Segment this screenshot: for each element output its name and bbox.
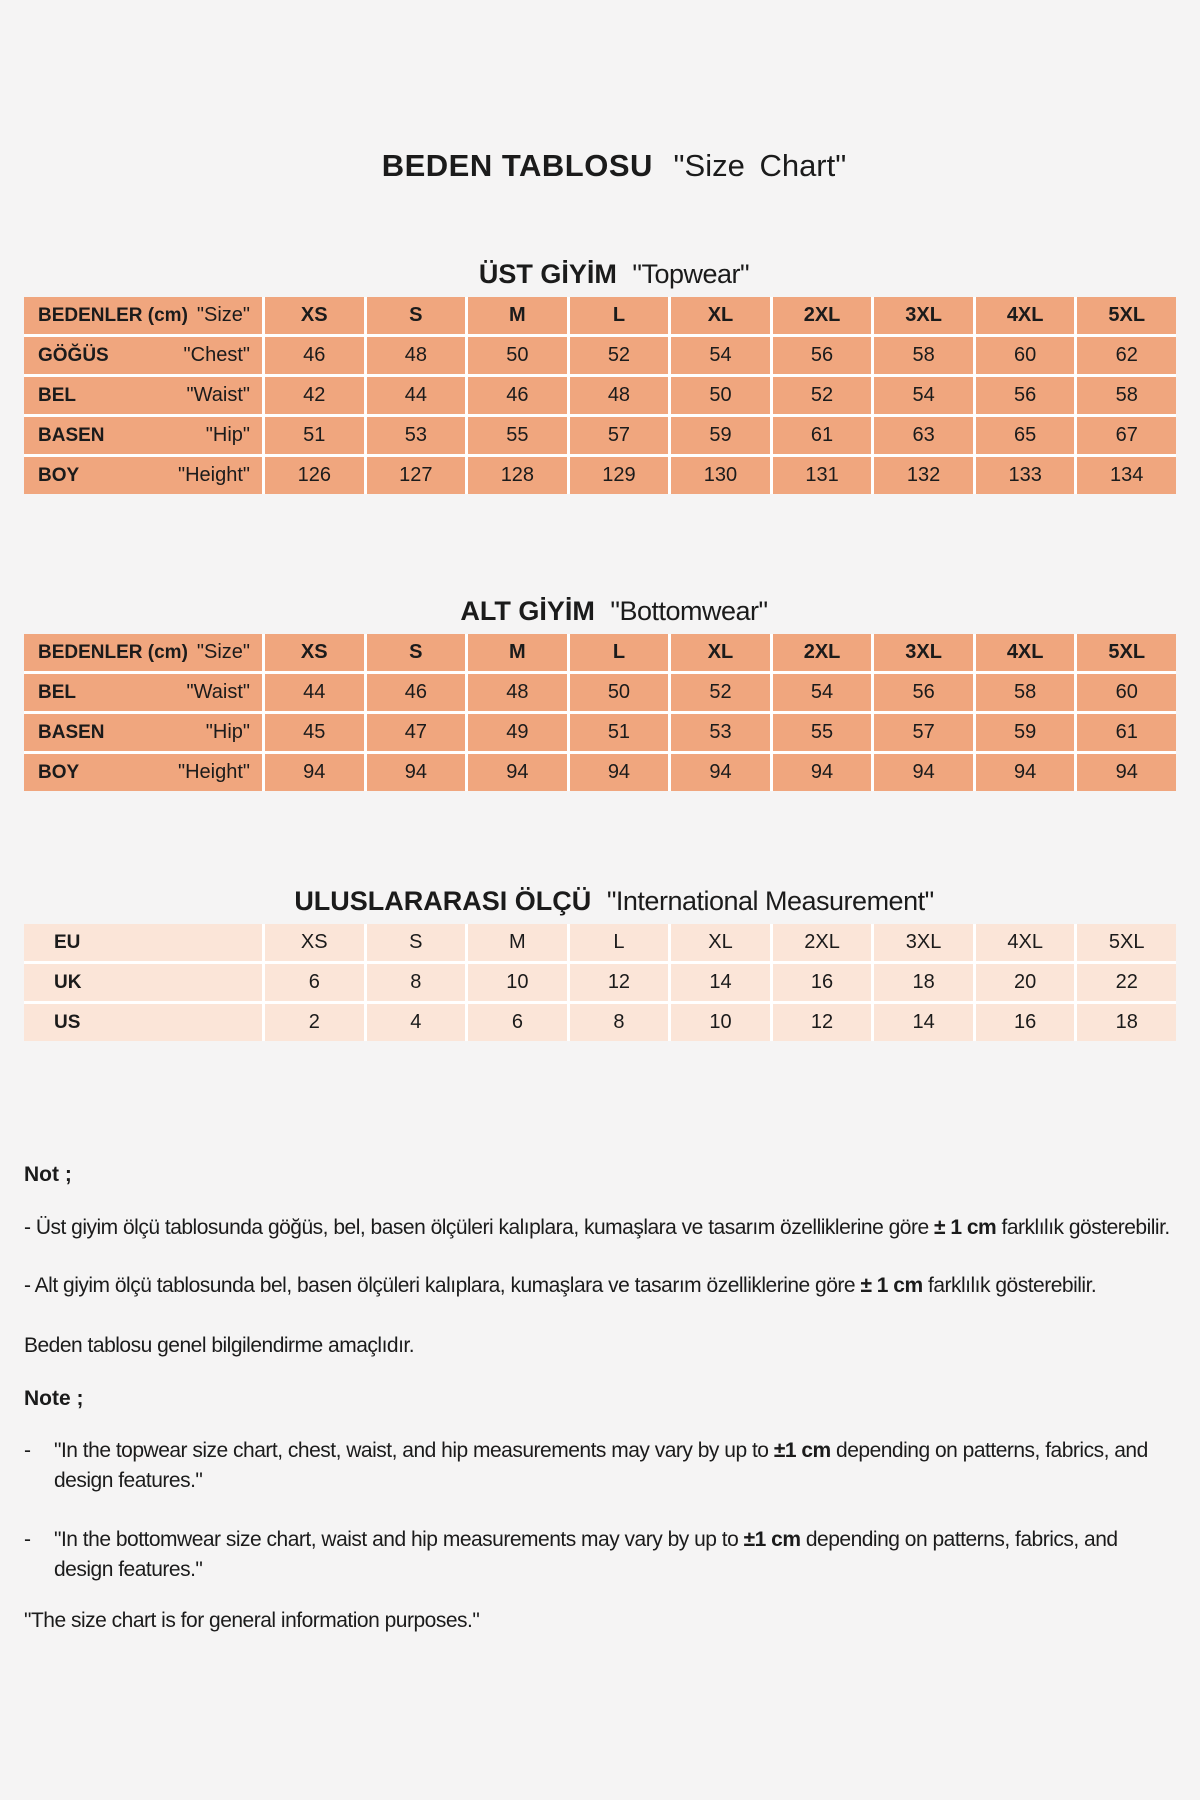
- row-label-turkish: UK: [54, 971, 82, 993]
- row-label-english: "Waist": [186, 384, 250, 406]
- size-column-header: XS: [265, 297, 364, 334]
- section-heading-bottomwear-turkish: ALT GİYİM: [460, 596, 595, 626]
- size-value-cell: 132: [874, 457, 973, 494]
- size-value-cell: 14: [874, 1004, 973, 1041]
- english-note-2-post: depending on patterns, fabrics, and design features.": [54, 1528, 1118, 1581]
- size-value-cell: 4: [367, 1004, 466, 1041]
- turkish-note-footer: Beden tablosu genel bilgilendirme amaçlıdır.: [24, 1334, 415, 1357]
- size-value-cell: 59: [976, 714, 1075, 751]
- size-value-cell: 56: [874, 674, 973, 711]
- size-value-cell: 8: [570, 1004, 669, 1041]
- size-table-row-label: [24, 337, 262, 374]
- english-note-1-body: [54, 1436, 1176, 1496]
- size-value-cell: 6: [468, 1004, 567, 1041]
- size-value-cell: XL: [671, 924, 770, 961]
- size-value-cell: 3XL: [874, 924, 973, 961]
- size-value-cell: 46: [265, 337, 364, 374]
- size-column-header: M: [468, 634, 567, 671]
- size-value-cell: 56: [773, 337, 872, 374]
- english-note-2-body: [54, 1525, 1176, 1585]
- english-note-1-post: depending on patterns, fabrics, and design features.": [54, 1439, 1148, 1492]
- size-column-header: XL: [671, 297, 770, 334]
- size-value-cell: 130: [671, 457, 770, 494]
- size-value-cell: 63: [874, 417, 973, 454]
- size-value-cell: 8: [367, 964, 466, 1001]
- turkish-note-1-bold: ± 1 cm: [933, 1216, 997, 1239]
- size-value-cell: 2XL: [773, 924, 872, 961]
- row-label-english: "Waist": [186, 681, 250, 703]
- turkish-note-1-text: - Üst giyim ölçü tablosunda göğüs, bel, basen ölçüleri kalıplara, kumaşlara ve tasarım özelliklerine göre: [24, 1216, 934, 1239]
- size-value-cell: 53: [671, 714, 770, 751]
- size-value-cell: 12: [570, 964, 669, 1001]
- size-value-cell: 94: [874, 754, 973, 791]
- size-value-cell: 94: [367, 754, 466, 791]
- row-label-turkish: BASEN: [38, 721, 105, 743]
- size-value-cell: 56: [976, 377, 1075, 414]
- row-label-turkish: US: [54, 1011, 81, 1033]
- size-value-cell: 133: [976, 457, 1075, 494]
- size-value-cell: 54: [874, 377, 973, 414]
- size-value-cell: 61: [1077, 714, 1176, 751]
- size-value-cell: 54: [773, 674, 872, 711]
- size-value-cell: 52: [671, 674, 770, 711]
- size-value-cell: 94: [468, 754, 567, 791]
- size-value-cell: 45: [265, 714, 364, 751]
- row-label-english: "Hip": [205, 424, 250, 446]
- size-value-cell: 10: [671, 1004, 770, 1041]
- bullet-dash: -: [24, 1439, 31, 1462]
- size-value-cell: 94: [671, 754, 770, 791]
- header-label-turkish: BEDENLER (cm): [38, 304, 188, 326]
- size-value-cell: 42: [265, 377, 364, 414]
- size-value-cell: 59: [671, 417, 770, 454]
- section-heading-topwear: [24, 256, 1176, 292]
- english-note-heading: Note ;: [24, 1387, 84, 1410]
- size-table-row-label: [24, 1004, 262, 1041]
- size-value-cell: 55: [468, 417, 567, 454]
- section-heading-international: [24, 883, 1176, 919]
- size-value-cell: 65: [976, 417, 1075, 454]
- size-value-cell: 20: [976, 964, 1075, 1001]
- size-value-cell: 57: [570, 417, 669, 454]
- size-value-cell: 126: [265, 457, 364, 494]
- section-heading-international-english: "International Measurement": [606, 886, 934, 916]
- size-value-cell: 18: [1077, 1004, 1176, 1041]
- section-heading-bottomwear: [24, 593, 1176, 629]
- size-value-cell: 14: [671, 964, 770, 1001]
- turkish-note-2-text: - Alt giyim ölçü tablosunda bel, basen ölçüleri kalıplara, kumaşlara ve tasarım özelliklerine göre: [24, 1274, 861, 1297]
- size-value-cell: 16: [976, 1004, 1075, 1041]
- turkish-note-2: [24, 1271, 1176, 1301]
- size-value-cell: 94: [1077, 754, 1176, 791]
- turkish-note-2-bold: ± 1 cm: [860, 1274, 923, 1297]
- size-table-row-label: [24, 674, 262, 711]
- size-column-header: 2XL: [773, 634, 872, 671]
- header-label-english: "Size": [196, 641, 250, 663]
- size-column-header: 5XL: [1077, 297, 1176, 334]
- size-value-cell: 4XL: [976, 924, 1075, 961]
- size-value-cell: 58: [874, 337, 973, 374]
- size-table-row-label: [24, 377, 262, 414]
- size-table-row-label: [24, 754, 262, 791]
- size-value-cell: 67: [1077, 417, 1176, 454]
- size-value-cell: 94: [976, 754, 1075, 791]
- size-value-cell: 18: [874, 964, 973, 1001]
- size-table-row-label: [24, 714, 262, 751]
- row-label-english: "Chest": [183, 344, 250, 366]
- size-table-row-label: [24, 457, 262, 494]
- header-label-english: "Size": [196, 304, 250, 326]
- size-column-header: 5XL: [1077, 634, 1176, 671]
- size-value-cell: 62: [1077, 337, 1176, 374]
- turkish-note-heading: Not ;: [24, 1163, 72, 1186]
- size-value-cell: 2: [265, 1004, 364, 1041]
- row-label-english: "Height": [177, 761, 250, 783]
- size-value-cell: L: [570, 924, 669, 961]
- page-title: [24, 0, 1176, 186]
- header-label-turkish: BEDENLER (cm): [38, 641, 188, 663]
- size-value-cell: 46: [468, 377, 567, 414]
- international-size-table: [24, 924, 1176, 1041]
- size-value-cell: 50: [468, 337, 567, 374]
- english-note-1: [24, 1436, 1176, 1496]
- size-column-header: S: [367, 297, 466, 334]
- english-note-footer: "The size chart is for general information purposes.": [24, 1609, 480, 1632]
- size-value-cell: 22: [1077, 964, 1176, 1001]
- row-label-english: "Hip": [205, 721, 250, 743]
- bottomwear-size-table: [24, 634, 1176, 791]
- notes-section: [24, 1160, 1176, 1636]
- size-value-cell: 55: [773, 714, 872, 751]
- turkish-note-1-post: farklılık gösterebilir.: [996, 1216, 1170, 1239]
- size-value-cell: 52: [773, 377, 872, 414]
- english-note-2-bold: ±1 cm: [743, 1528, 801, 1551]
- size-value-cell: 48: [468, 674, 567, 711]
- size-column-header: L: [570, 297, 669, 334]
- section-heading-bottomwear-english: "Bottomwear": [610, 596, 768, 626]
- size-value-cell: 49: [468, 714, 567, 751]
- size-value-cell: 50: [671, 377, 770, 414]
- size-value-cell: 94: [773, 754, 872, 791]
- english-note-2-text: "In the bottomwear size chart, waist and hip measurements may vary by up to: [54, 1528, 744, 1551]
- size-value-cell: 44: [265, 674, 364, 711]
- section-heading-international-turkish: ULUSLARARASI ÖLÇÜ: [294, 886, 592, 916]
- size-value-cell: 61: [773, 417, 872, 454]
- size-table-header-label: [24, 297, 262, 334]
- size-column-header: M: [468, 297, 567, 334]
- size-column-header: S: [367, 634, 466, 671]
- size-table-row-label: [24, 964, 262, 1001]
- size-value-cell: 131: [773, 457, 872, 494]
- size-value-cell: 46: [367, 674, 466, 711]
- document-content: [24, 0, 1176, 1636]
- row-label-turkish: BASEN: [38, 424, 105, 446]
- size-column-header: L: [570, 634, 669, 671]
- size-value-cell: 6: [265, 964, 364, 1001]
- size-value-cell: 47: [367, 714, 466, 751]
- row-label-turkish: BOY: [38, 761, 80, 783]
- size-value-cell: 51: [265, 417, 364, 454]
- size-value-cell: 60: [1077, 674, 1176, 711]
- size-value-cell: XS: [265, 924, 364, 961]
- size-value-cell: 58: [1077, 377, 1176, 414]
- row-label-turkish: BEL: [38, 384, 76, 406]
- size-value-cell: 54: [671, 337, 770, 374]
- size-value-cell: 53: [367, 417, 466, 454]
- size-table-header-label: [24, 634, 262, 671]
- topwear-size-table: [24, 297, 1176, 494]
- size-value-cell: 48: [367, 337, 466, 374]
- size-column-header: 2XL: [773, 297, 872, 334]
- page-title-turkish: BEDEN TABLOSU: [381, 148, 653, 183]
- page-title-english: "Size Chart": [673, 148, 847, 183]
- english-note-2: [24, 1525, 1176, 1585]
- turkish-note-1: [24, 1213, 1176, 1243]
- size-value-cell: 60: [976, 337, 1075, 374]
- size-column-header: 3XL: [874, 634, 973, 671]
- size-column-header: XL: [671, 634, 770, 671]
- size-column-header: 3XL: [874, 297, 973, 334]
- row-label-english: "Height": [177, 464, 250, 486]
- english-note-1-bold: ±1 cm: [773, 1439, 831, 1462]
- section-heading-topwear-turkish: ÜST GİYİM: [478, 259, 617, 289]
- english-note-1-text: "In the topwear size chart, chest, waist, and hip measurements may vary by up to: [54, 1439, 774, 1462]
- size-value-cell: 129: [570, 457, 669, 494]
- section-heading-topwear-english: "Topwear": [632, 259, 750, 289]
- size-value-cell: 134: [1077, 457, 1176, 494]
- size-column-header: 4XL: [976, 297, 1075, 334]
- size-value-cell: 16: [773, 964, 872, 1001]
- size-value-cell: S: [367, 924, 466, 961]
- size-value-cell: 51: [570, 714, 669, 751]
- size-value-cell: 94: [265, 754, 364, 791]
- size-value-cell: 127: [367, 457, 466, 494]
- size-value-cell: 5XL: [1077, 924, 1176, 961]
- size-value-cell: 58: [976, 674, 1075, 711]
- size-value-cell: 50: [570, 674, 669, 711]
- size-value-cell: 57: [874, 714, 973, 751]
- size-value-cell: 52: [570, 337, 669, 374]
- size-value-cell: 94: [570, 754, 669, 791]
- size-column-header: 4XL: [976, 634, 1075, 671]
- size-table-row-label: [24, 417, 262, 454]
- row-label-turkish: BOY: [38, 464, 80, 486]
- row-label-turkish: GÖĞÜS: [38, 344, 109, 366]
- size-value-cell: 48: [570, 377, 669, 414]
- size-value-cell: 10: [468, 964, 567, 1001]
- row-label-turkish: EU: [54, 931, 81, 953]
- bullet-dash: -: [24, 1528, 31, 1551]
- turkish-note-2-post: farklılık gösterebilir.: [922, 1274, 1097, 1297]
- size-value-cell: M: [468, 924, 567, 961]
- row-label-turkish: BEL: [38, 681, 76, 703]
- size-value-cell: 128: [468, 457, 567, 494]
- size-value-cell: 44: [367, 377, 466, 414]
- size-value-cell: 12: [773, 1004, 872, 1041]
- size-table-row-label: [24, 924, 262, 961]
- size-column-header: XS: [265, 634, 364, 671]
